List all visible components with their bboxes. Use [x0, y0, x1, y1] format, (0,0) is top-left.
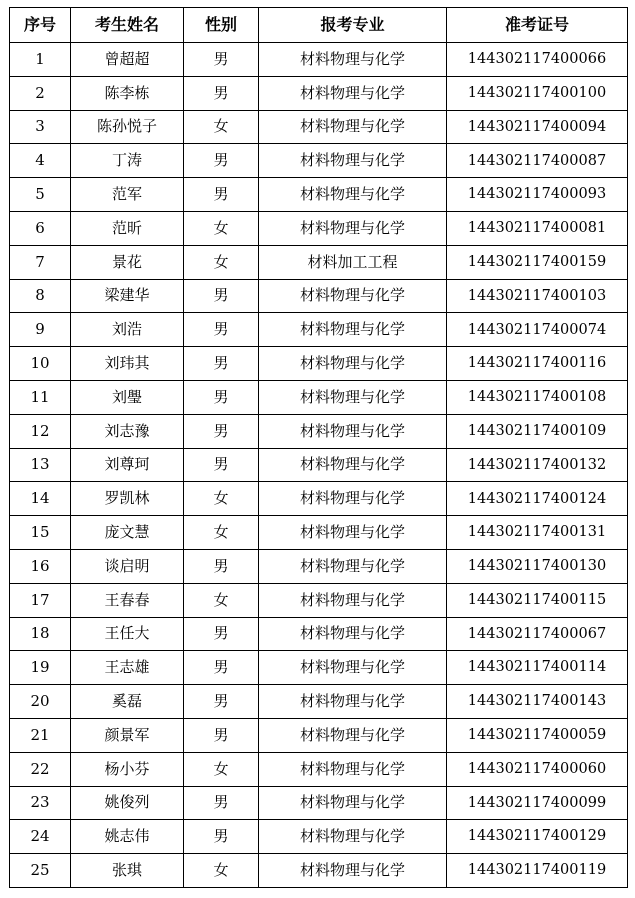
major-cell: 材料物理与化学: [259, 549, 447, 583]
candidate-table-container: [9, 7, 627, 888]
header-serial-number: 序号: [10, 8, 71, 43]
exam-id-cell: 144302117400119: [447, 854, 628, 888]
table-row: [10, 549, 628, 583]
serial-number-cell: 4: [10, 144, 71, 178]
major-cell: 材料加工工程: [259, 245, 447, 279]
gender-cell: 女: [184, 516, 259, 550]
serial-number-cell: 20: [10, 685, 71, 719]
table-row: [10, 786, 628, 820]
exam-id-cell: 144302117400093: [447, 178, 628, 212]
candidate-name-cell: 姚志伟: [71, 820, 184, 854]
exam-id-cell: 144302117400067: [447, 617, 628, 651]
exam-id-cell: 144302117400109: [447, 414, 628, 448]
table-row: [10, 414, 628, 448]
table-row: [10, 718, 628, 752]
candidate-name-cell: 奚磊: [71, 685, 184, 719]
exam-id-cell: 144302117400074: [447, 313, 628, 347]
exam-id-cell: 144302117400066: [447, 43, 628, 77]
serial-number-cell: 2: [10, 76, 71, 110]
candidate-name-cell: 杨小芬: [71, 752, 184, 786]
table-row: [10, 144, 628, 178]
gender-cell: 男: [184, 313, 259, 347]
major-cell: 材料物理与化学: [259, 144, 447, 178]
major-cell: 材料物理与化学: [259, 516, 447, 550]
gender-cell: 男: [184, 448, 259, 482]
exam-id-cell: 144302117400129: [447, 820, 628, 854]
serial-number-cell: 22: [10, 752, 71, 786]
table-row: [10, 617, 628, 651]
gender-cell: 男: [184, 347, 259, 381]
table-row: [10, 76, 628, 110]
table-row: [10, 854, 628, 888]
major-cell: 材料物理与化学: [259, 279, 447, 313]
table-row: [10, 820, 628, 854]
serial-number-cell: 1: [10, 43, 71, 77]
candidate-name-cell: 陈孙悦子: [71, 110, 184, 144]
gender-cell: 女: [184, 245, 259, 279]
header-candidate-name: 考生姓名: [71, 8, 184, 43]
gender-cell: 男: [184, 718, 259, 752]
candidate-name-cell: 刘尊珂: [71, 448, 184, 482]
candidate-name-cell: 颜景军: [71, 718, 184, 752]
gender-cell: 女: [184, 482, 259, 516]
gender-cell: 男: [184, 549, 259, 583]
gender-cell: 男: [184, 617, 259, 651]
candidate-name-cell: 姚俊列: [71, 786, 184, 820]
major-cell: 材料物理与化学: [259, 752, 447, 786]
table-row: [10, 279, 628, 313]
major-cell: 材料物理与化学: [259, 685, 447, 719]
table-row: [10, 313, 628, 347]
candidate-name-cell: 陈李栋: [71, 76, 184, 110]
table-row: [10, 651, 628, 685]
exam-id-cell: 144302117400100: [447, 76, 628, 110]
serial-number-cell: 18: [10, 617, 71, 651]
serial-number-cell: 15: [10, 516, 71, 550]
exam-id-cell: 144302117400099: [447, 786, 628, 820]
exam-id-cell: 144302117400159: [447, 245, 628, 279]
major-cell: 材料物理与化学: [259, 76, 447, 110]
exam-id-cell: 144302117400116: [447, 347, 628, 381]
candidate-name-cell: 刘玮其: [71, 347, 184, 381]
major-cell: 材料物理与化学: [259, 380, 447, 414]
gender-cell: 女: [184, 583, 259, 617]
candidate-name-cell: 刘璺: [71, 380, 184, 414]
major-cell: 材料物理与化学: [259, 651, 447, 685]
major-cell: 材料物理与化学: [259, 718, 447, 752]
gender-cell: 男: [184, 380, 259, 414]
major-cell: 材料物理与化学: [259, 583, 447, 617]
gender-cell: 男: [184, 76, 259, 110]
table-row: [10, 178, 628, 212]
table-row: [10, 43, 628, 77]
major-cell: 材料物理与化学: [259, 178, 447, 212]
serial-number-cell: 16: [10, 549, 71, 583]
major-cell: 材料物理与化学: [259, 820, 447, 854]
exam-id-cell: 144302117400094: [447, 110, 628, 144]
candidate-name-cell: 梁建华: [71, 279, 184, 313]
serial-number-cell: 25: [10, 854, 71, 888]
exam-id-cell: 144302117400130: [447, 549, 628, 583]
gender-cell: 男: [184, 786, 259, 820]
serial-number-cell: 24: [10, 820, 71, 854]
candidate-name-cell: 丁涛: [71, 144, 184, 178]
exam-id-cell: 144302117400124: [447, 482, 628, 516]
candidate-name-cell: 庞文慧: [71, 516, 184, 550]
major-cell: 材料物理与化学: [259, 347, 447, 381]
exam-id-cell: 144302117400114: [447, 651, 628, 685]
exam-id-cell: 144302117400060: [447, 752, 628, 786]
table-row: [10, 685, 628, 719]
candidate-name-cell: 范昕: [71, 211, 184, 245]
candidate-table: [9, 7, 628, 888]
serial-number-cell: 5: [10, 178, 71, 212]
table-row: [10, 482, 628, 516]
serial-number-cell: 21: [10, 718, 71, 752]
candidate-name-cell: 王春春: [71, 583, 184, 617]
exam-id-cell: 144302117400059: [447, 718, 628, 752]
serial-number-cell: 3: [10, 110, 71, 144]
gender-cell: 男: [184, 43, 259, 77]
candidate-name-cell: 范军: [71, 178, 184, 212]
table-body: [10, 43, 628, 888]
serial-number-cell: 13: [10, 448, 71, 482]
gender-cell: 男: [184, 279, 259, 313]
serial-number-cell: 7: [10, 245, 71, 279]
major-cell: 材料物理与化学: [259, 43, 447, 77]
major-cell: 材料物理与化学: [259, 110, 447, 144]
table-row: [10, 110, 628, 144]
major-cell: 材料物理与化学: [259, 211, 447, 245]
gender-cell: 男: [184, 178, 259, 212]
candidate-name-cell: 罗凯林: [71, 482, 184, 516]
table-row: [10, 245, 628, 279]
serial-number-cell: 8: [10, 279, 71, 313]
table-row: [10, 516, 628, 550]
exam-id-cell: 144302117400115: [447, 583, 628, 617]
exam-id-cell: 144302117400087: [447, 144, 628, 178]
candidate-name-cell: 张琪: [71, 854, 184, 888]
exam-id-cell: 144302117400103: [447, 279, 628, 313]
candidate-name-cell: 谈启明: [71, 549, 184, 583]
gender-cell: 女: [184, 110, 259, 144]
gender-cell: 男: [184, 414, 259, 448]
header-major: 报考专业: [259, 8, 447, 43]
exam-id-cell: 144302117400131: [447, 516, 628, 550]
gender-cell: 男: [184, 651, 259, 685]
header-exam-id: 准考证号: [447, 8, 628, 43]
header-gender: 性别: [184, 8, 259, 43]
major-cell: 材料物理与化学: [259, 854, 447, 888]
table-header: [10, 8, 628, 43]
candidate-name-cell: 王任大: [71, 617, 184, 651]
table-row: [10, 448, 628, 482]
candidate-name-cell: 王志雄: [71, 651, 184, 685]
major-cell: 材料物理与化学: [259, 786, 447, 820]
serial-number-cell: 9: [10, 313, 71, 347]
serial-number-cell: 23: [10, 786, 71, 820]
gender-cell: 女: [184, 752, 259, 786]
gender-cell: 女: [184, 854, 259, 888]
gender-cell: 女: [184, 211, 259, 245]
candidate-name-cell: 刘浩: [71, 313, 184, 347]
serial-number-cell: 11: [10, 380, 71, 414]
major-cell: 材料物理与化学: [259, 617, 447, 651]
candidate-name-cell: 景花: [71, 245, 184, 279]
exam-id-cell: 144302117400081: [447, 211, 628, 245]
exam-id-cell: 144302117400132: [447, 448, 628, 482]
major-cell: 材料物理与化学: [259, 482, 447, 516]
table-row: [10, 380, 628, 414]
serial-number-cell: 12: [10, 414, 71, 448]
table-row: [10, 583, 628, 617]
serial-number-cell: 6: [10, 211, 71, 245]
serial-number-cell: 14: [10, 482, 71, 516]
table-row: [10, 211, 628, 245]
serial-number-cell: 10: [10, 347, 71, 381]
exam-id-cell: 144302117400143: [447, 685, 628, 719]
major-cell: 材料物理与化学: [259, 313, 447, 347]
gender-cell: 男: [184, 144, 259, 178]
candidate-name-cell: 曾超超: [71, 43, 184, 77]
serial-number-cell: 17: [10, 583, 71, 617]
table-row: [10, 752, 628, 786]
candidate-name-cell: 刘志豫: [71, 414, 184, 448]
table-row: [10, 347, 628, 381]
gender-cell: 男: [184, 685, 259, 719]
serial-number-cell: 19: [10, 651, 71, 685]
major-cell: 材料物理与化学: [259, 414, 447, 448]
header-row: [10, 8, 628, 43]
major-cell: 材料物理与化学: [259, 448, 447, 482]
gender-cell: 男: [184, 820, 259, 854]
exam-id-cell: 144302117400108: [447, 380, 628, 414]
